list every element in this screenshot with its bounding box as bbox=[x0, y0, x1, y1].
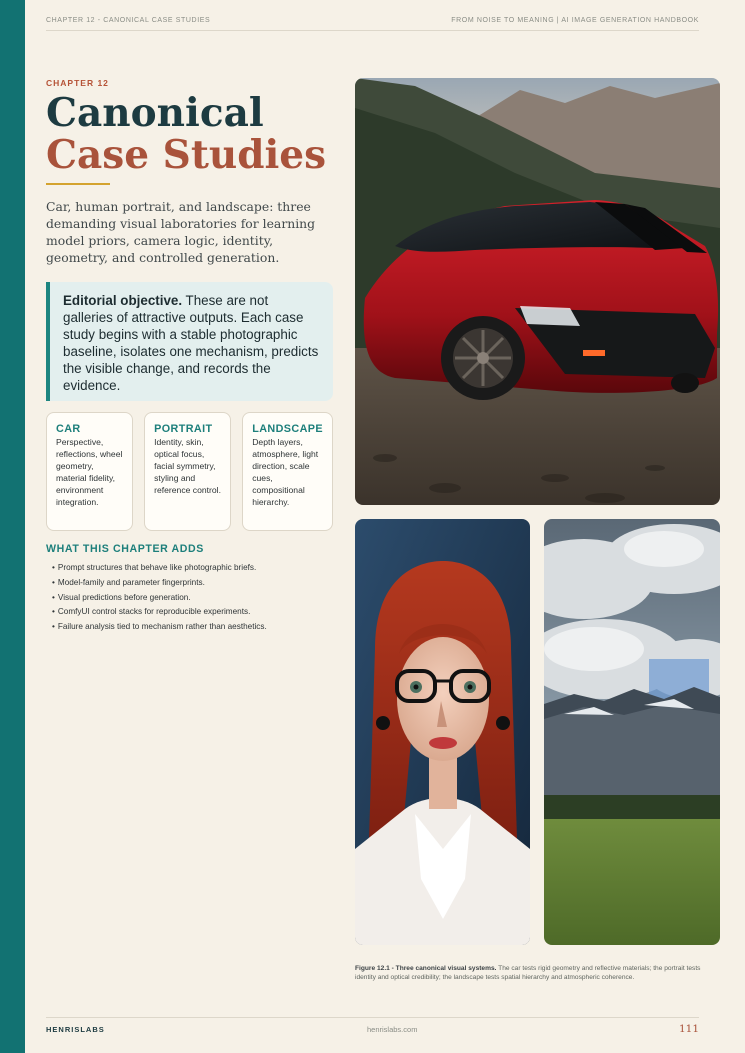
adds-heading: WHAT THIS CHAPTER ADDS bbox=[46, 543, 204, 555]
list-item: • Failure analysis tied to mechanism rather than aesthetics. bbox=[52, 620, 267, 635]
card-text: Depth layers, atmosphere, light direction, scale cues, compositional hierarchy. bbox=[252, 437, 319, 507]
card-text: Identity, skin, optical focus, facial symmetry, styling and reference control. bbox=[154, 437, 221, 495]
chapter-kicker: CHAPTER 12 bbox=[46, 78, 109, 88]
card-landscape bbox=[242, 412, 333, 531]
figure-label: Figure 12.1 - Three canonical visual systems. bbox=[355, 965, 497, 972]
landscape-photo bbox=[544, 519, 720, 945]
chapter-title-line2: Case Studies bbox=[46, 132, 327, 178]
chapter-lede: Car, human portrait, and landscape: three demanding visual laboratories for learning model priors, camera logic, identity, geometry, and controlled generation. bbox=[46, 199, 316, 265]
case-study-cards bbox=[46, 412, 333, 531]
list-item: • ComfyUI control stacks for reproducible experiments. bbox=[52, 605, 267, 620]
list-item: • Prompt structures that behave like photographic briefs. bbox=[52, 561, 267, 576]
card-title: LANDSCAPE bbox=[252, 423, 324, 435]
portrait-photo bbox=[355, 519, 530, 945]
car-photo bbox=[355, 78, 720, 505]
card-car bbox=[46, 412, 133, 531]
running-header-left: CHAPTER 12 - CANONICAL CASE STUDIES bbox=[46, 17, 211, 24]
objective-label: Editorial objective. bbox=[63, 293, 183, 308]
footer-brand: HENRISLABS bbox=[46, 1025, 105, 1034]
footer-divider bbox=[46, 1017, 699, 1018]
objective-text: These are not galleries of attractive outputs. Each case study begins with a stable photographic baseline, isolates one mechanism, predicts the visible change, and records the evidence. bbox=[63, 293, 319, 393]
chapter-title-line1: Canonical bbox=[46, 90, 264, 136]
page-number: 111 bbox=[678, 1023, 699, 1035]
running-header bbox=[46, 17, 699, 31]
figure-caption-text: The car tests rigid geometry and reflective materials; the portrait tests identity and optical credibility; the landscape tests spatial hierarchy and atmospheric coherence. bbox=[355, 965, 701, 981]
footer-url[interactable]: henrislabs.com bbox=[367, 1025, 418, 1034]
title-accent-rule bbox=[46, 183, 110, 185]
card-title: CAR bbox=[56, 423, 81, 435]
adds-list bbox=[52, 561, 267, 635]
card-portrait bbox=[144, 412, 231, 531]
editorial-objective-callout bbox=[46, 282, 333, 401]
list-item: • Model-family and parameter fingerprints. bbox=[52, 576, 267, 591]
card-text: Perspective, reflections, wheel geometry, material fidelity, environment integration. bbox=[56, 437, 123, 507]
chapter-spine-bar bbox=[0, 0, 25, 1053]
figure-caption bbox=[355, 964, 717, 982]
chapter-title bbox=[46, 92, 326, 176]
running-header-right: FROM NOISE TO MEANING | AI IMAGE GENERATION HANDBOOK bbox=[451, 17, 699, 24]
list-item: • Visual predictions before generation. bbox=[52, 591, 267, 606]
card-title: PORTRAIT bbox=[154, 423, 213, 435]
